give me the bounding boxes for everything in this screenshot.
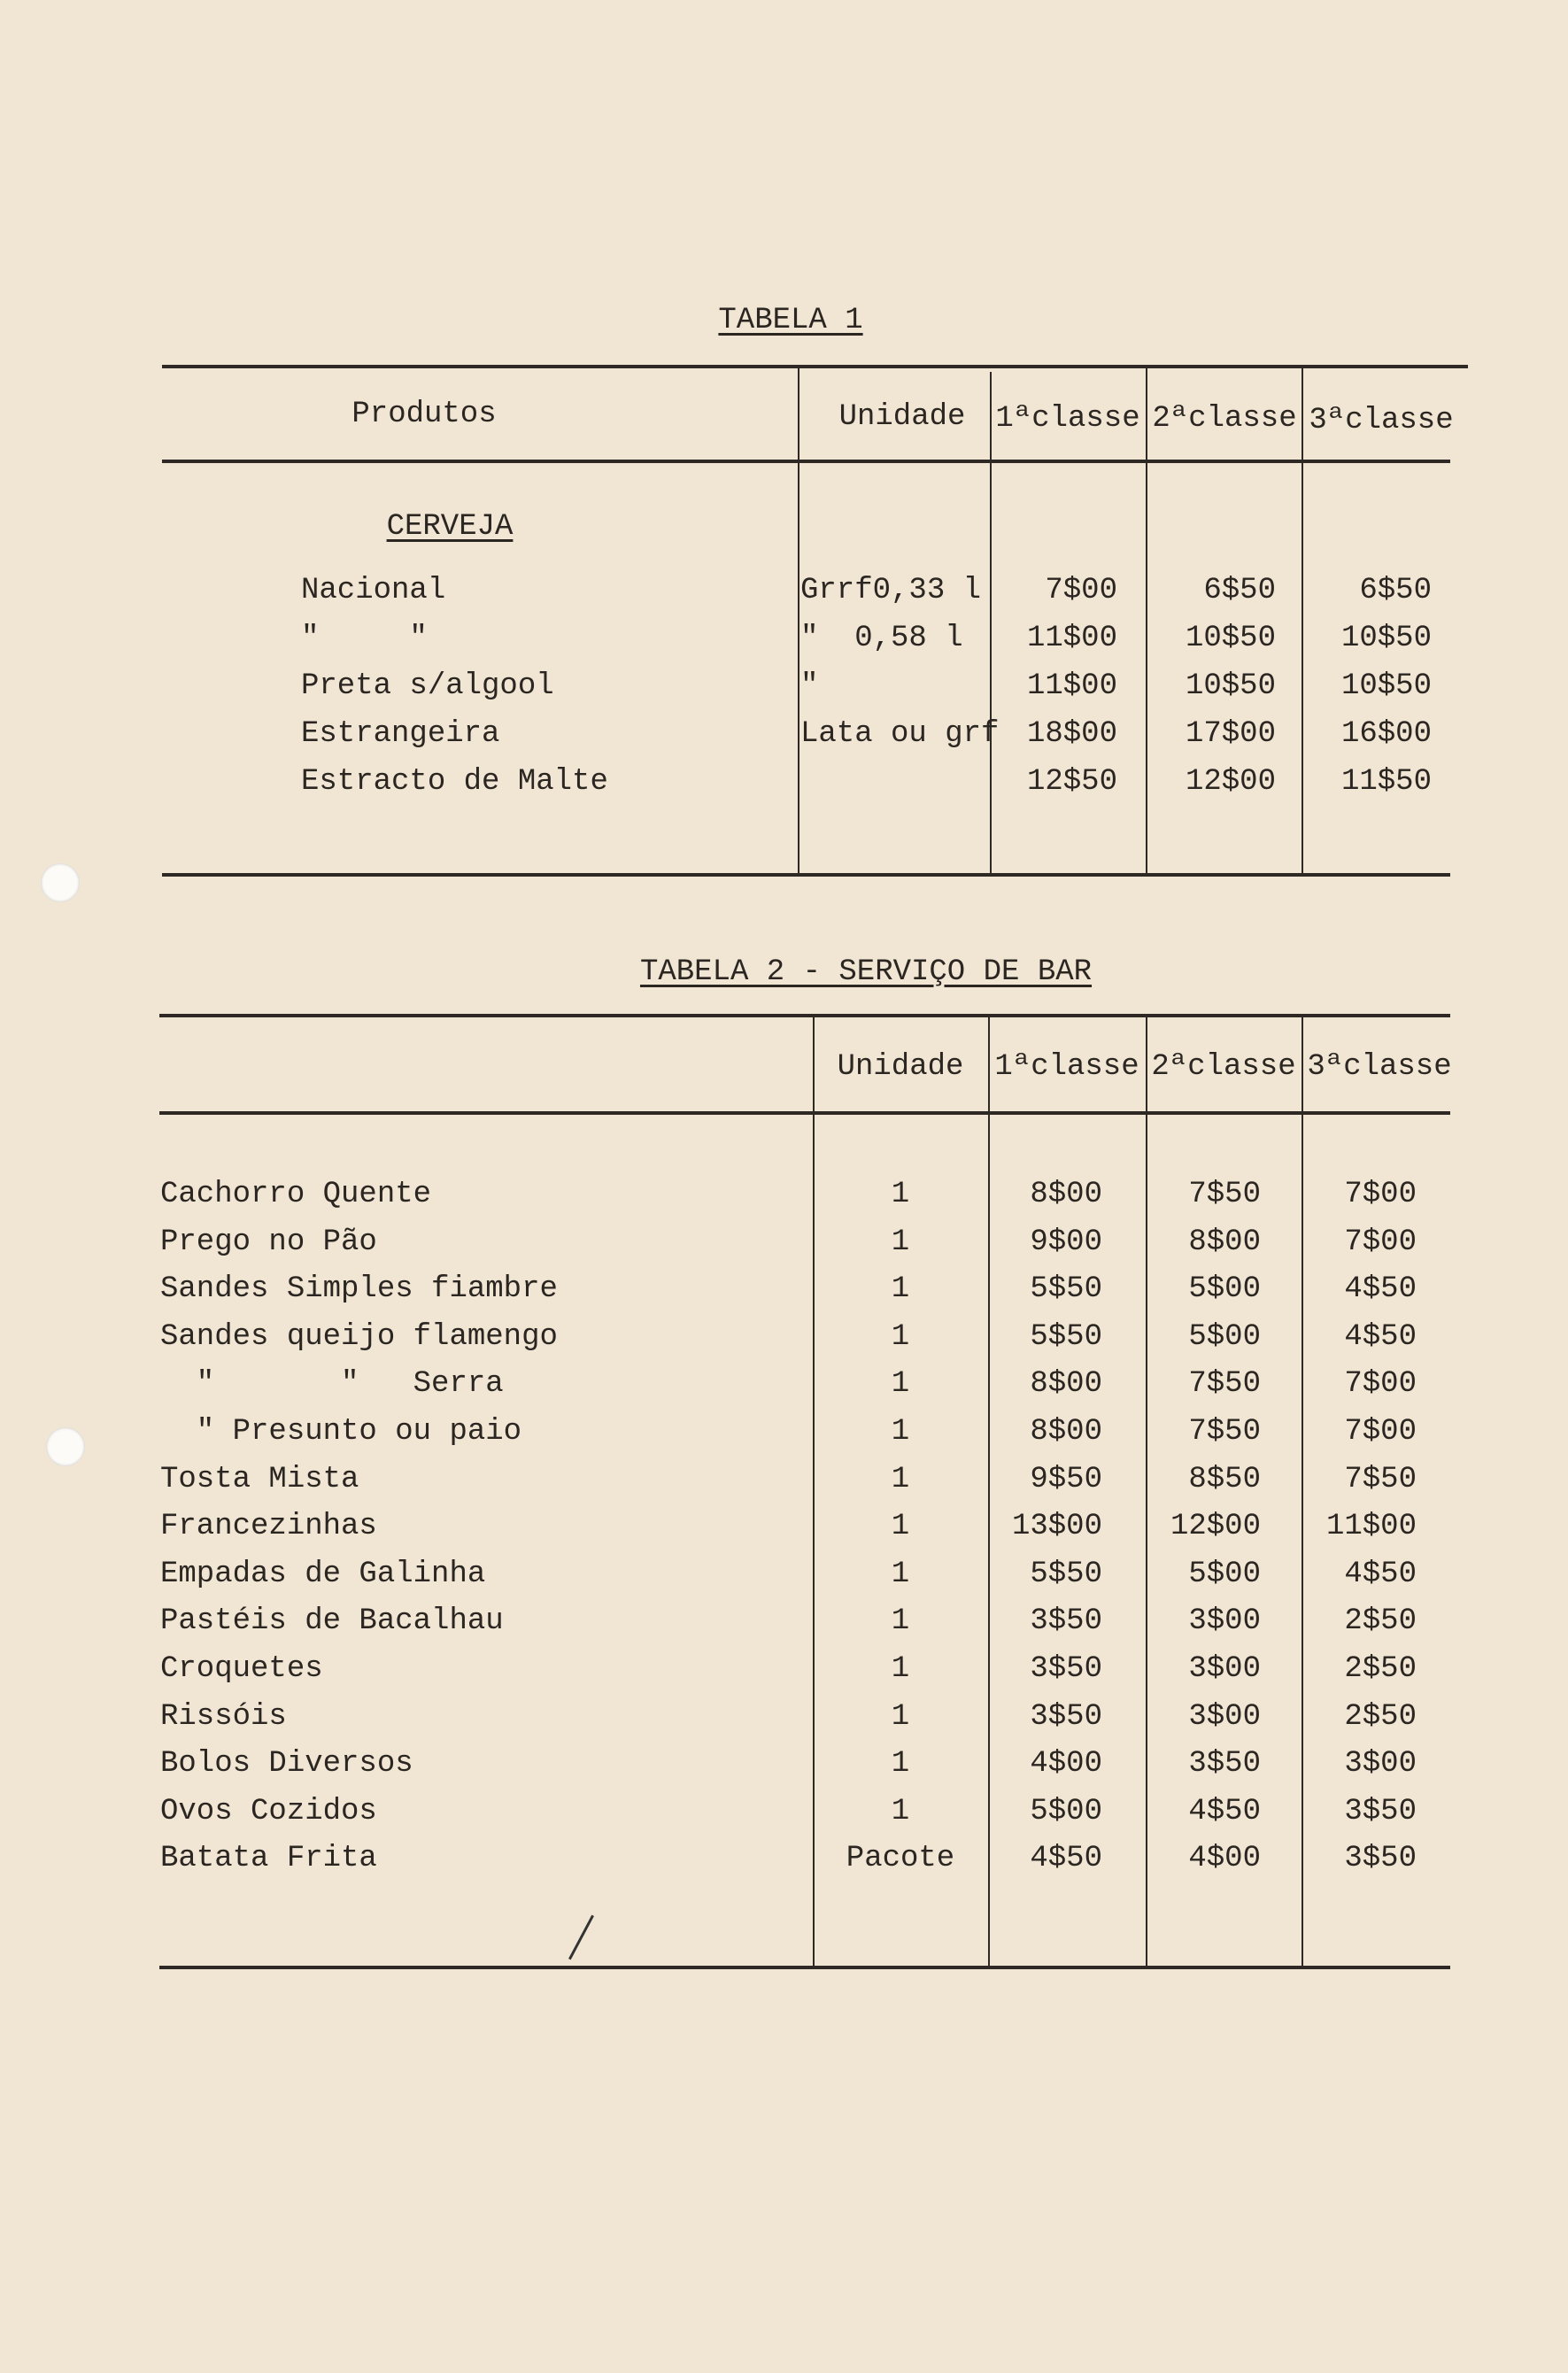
unit-value: 1 — [891, 1604, 910, 1639]
price-1classe: 3$50 — [1030, 1652, 1102, 1686]
product-name: Nacional — [301, 574, 446, 607]
price-2classe: 5$00 — [1188, 1557, 1261, 1591]
table1-col-divider — [798, 367, 799, 875]
price-1classe: 8$00 — [1030, 1367, 1102, 1402]
table2-col-divider — [813, 1016, 815, 1967]
price-2classe: 3$00 — [1188, 1652, 1261, 1686]
price-1classe: 7$00 — [1045, 574, 1117, 607]
price-2classe: 3$00 — [1188, 1699, 1261, 1734]
product-name: Pastéis de Bacalhau — [160, 1604, 504, 1639]
table1-header-produtos: Produtos — [351, 398, 497, 431]
unit-value: 1 — [891, 1510, 910, 1544]
table1-bottom-rule — [162, 873, 1450, 877]
table2-header-unidade: Unidade — [837, 1050, 964, 1084]
price-1classe: 5$50 — [1030, 1557, 1102, 1591]
price-2classe: 10$50 — [1185, 669, 1276, 703]
unit-value: 1 — [891, 1699, 910, 1734]
product-name: Prego no Pão — [160, 1225, 377, 1259]
price-1classe: 9$00 — [1030, 1225, 1102, 1259]
price-3classe: 4$50 — [1344, 1319, 1417, 1354]
table1-col-divider — [1146, 367, 1147, 875]
table2-bottom-rule — [159, 1966, 1450, 1969]
price-3classe: 16$00 — [1340, 717, 1432, 751]
price-3classe: 3$50 — [1344, 1794, 1417, 1828]
price-1classe: 11$00 — [1026, 622, 1117, 655]
unit-value: 1 — [891, 1415, 910, 1449]
price-1classe: 5$00 — [1030, 1794, 1102, 1828]
table2-header-1classe: 1ªclasse — [994, 1050, 1139, 1084]
unit-value: 1 — [891, 1462, 910, 1496]
price-2classe: 12$00 — [1185, 765, 1276, 799]
product-name: Francezinhas — [160, 1510, 377, 1544]
table1-col-divider — [1302, 367, 1303, 875]
table1-header-1classe: 1ªclasse — [995, 402, 1140, 436]
unit-value: 1 — [891, 1178, 910, 1211]
price-3classe: 4$50 — [1344, 1557, 1417, 1591]
table2-top-rule — [159, 1014, 1450, 1017]
product-name: Rissóis — [160, 1699, 287, 1734]
price-3classe: 10$50 — [1340, 669, 1432, 703]
table2-header-rule — [159, 1111, 1450, 1115]
punch-hole — [41, 863, 80, 902]
price-2classe: 5$00 — [1188, 1319, 1261, 1354]
price-1classe: 12$50 — [1026, 765, 1117, 799]
product-name: " " — [301, 622, 428, 655]
price-1classe: 3$50 — [1030, 1699, 1102, 1734]
product-name: Ovos Cozidos — [160, 1794, 377, 1828]
price-3classe: 3$50 — [1344, 1842, 1417, 1876]
table1-col-divider — [990, 372, 992, 875]
table1-top-rule — [162, 365, 1468, 368]
unit-value: Pacote — [846, 1842, 955, 1876]
price-1classe: 3$50 — [1030, 1604, 1102, 1639]
price-3classe: 3$00 — [1344, 1747, 1417, 1782]
product-name: Croquetes — [160, 1652, 323, 1686]
unit-value: 1 — [891, 1557, 910, 1591]
price-1classe: 9$50 — [1030, 1462, 1102, 1496]
price-2classe: 6$50 — [1203, 574, 1276, 607]
price-3classe: 10$50 — [1340, 622, 1432, 655]
table2-col-divider — [1146, 1016, 1147, 1967]
unit-value: 1 — [891, 1367, 910, 1402]
unit-value: 1 — [891, 1319, 910, 1354]
price-3classe: 4$50 — [1344, 1272, 1417, 1307]
price-1classe: 5$50 — [1030, 1272, 1102, 1307]
price-2classe: 3$00 — [1188, 1604, 1261, 1639]
price-3classe: 11$50 — [1340, 765, 1432, 799]
price-2classe: 12$00 — [1170, 1510, 1261, 1544]
price-3classe: 6$50 — [1359, 574, 1432, 607]
price-3classe: 2$50 — [1344, 1604, 1417, 1639]
price-1classe: 4$00 — [1030, 1747, 1102, 1782]
price-2classe: 7$50 — [1188, 1367, 1261, 1402]
table1-header-unidade: Unidade — [838, 400, 966, 434]
table2-header-3classe: 3ªclasse — [1307, 1050, 1452, 1084]
price-2classe: 5$00 — [1188, 1272, 1261, 1307]
unit-value: 1 — [891, 1225, 910, 1259]
product-name: Sandes Simples fiambre — [160, 1272, 558, 1307]
price-1classe: 13$00 — [1011, 1510, 1102, 1544]
table2-col-divider — [988, 1016, 990, 1967]
price-1classe: 4$50 — [1030, 1842, 1102, 1876]
price-3classe: 7$00 — [1344, 1225, 1417, 1259]
price-2classe: 4$00 — [1188, 1842, 1261, 1876]
product-name: Empadas de Galinha — [160, 1557, 486, 1591]
price-1classe: 5$50 — [1030, 1319, 1102, 1354]
product-name: Cachorro Quente — [160, 1178, 432, 1211]
table2-col-divider — [1302, 1016, 1303, 1967]
product-name: Estrangeira — [301, 717, 500, 751]
price-1classe: 8$00 — [1030, 1415, 1102, 1449]
table1-header-3classe: 3ªclasse — [1309, 404, 1454, 437]
price-2classe: 7$50 — [1188, 1178, 1261, 1211]
price-3classe: 7$00 — [1344, 1367, 1417, 1402]
product-name: " Presunto ou paio — [160, 1415, 522, 1449]
price-2classe: 17$00 — [1185, 717, 1276, 751]
table2-header-2classe: 2ªclasse — [1151, 1050, 1296, 1084]
price-3classe: 11$00 — [1325, 1510, 1417, 1544]
price-3classe: 7$00 — [1344, 1178, 1417, 1211]
price-2classe: 8$50 — [1188, 1462, 1261, 1496]
product-name: Bolos Diversos — [160, 1747, 413, 1782]
unit-value: 1 — [891, 1794, 910, 1828]
price-1classe: 8$00 — [1030, 1178, 1102, 1211]
price-3classe: 7$50 — [1344, 1462, 1417, 1496]
price-2classe: 7$50 — [1188, 1415, 1261, 1449]
price-1classe: 18$00 — [1026, 717, 1117, 751]
product-name: Sandes queijo flamengo — [160, 1319, 558, 1354]
unit-value: 1 — [891, 1747, 910, 1782]
product-name: Batata Frita — [160, 1842, 377, 1876]
product-name: Preta s/algool — [301, 669, 554, 703]
pencil-mark — [568, 1915, 594, 1960]
unit-value: Grrf0,33 l — [800, 574, 982, 607]
unit-value: Lata ou grf — [800, 717, 1000, 751]
price-2classe: 10$50 — [1185, 622, 1276, 655]
unit-value: " — [800, 669, 819, 703]
section-cerveja: CERVEJA — [386, 510, 514, 544]
price-2classe: 8$00 — [1188, 1225, 1261, 1259]
price-3classe: 2$50 — [1344, 1699, 1417, 1734]
unit-value: " 0,58 l — [800, 622, 963, 655]
punch-hole — [46, 1427, 85, 1466]
unit-value: 1 — [891, 1272, 910, 1307]
price-2classe: 3$50 — [1188, 1747, 1261, 1782]
price-1classe: 11$00 — [1026, 669, 1117, 703]
unit-value: 1 — [891, 1652, 910, 1686]
table1-header-rule — [162, 460, 1450, 463]
product-name: " " Serra — [160, 1367, 504, 1402]
price-3classe: 2$50 — [1344, 1652, 1417, 1686]
price-3classe: 7$00 — [1344, 1415, 1417, 1449]
price-2classe: 4$50 — [1188, 1794, 1261, 1828]
table2-title: TABELA 2 - SERVIÇO DE BAR — [639, 955, 1093, 989]
product-name: Estracto de Malte — [301, 765, 608, 799]
table1-title: TABELA 1 — [718, 304, 863, 337]
product-name: Tosta Mista — [160, 1462, 359, 1496]
table1-header-2classe: 2ªclasse — [1152, 402, 1297, 436]
